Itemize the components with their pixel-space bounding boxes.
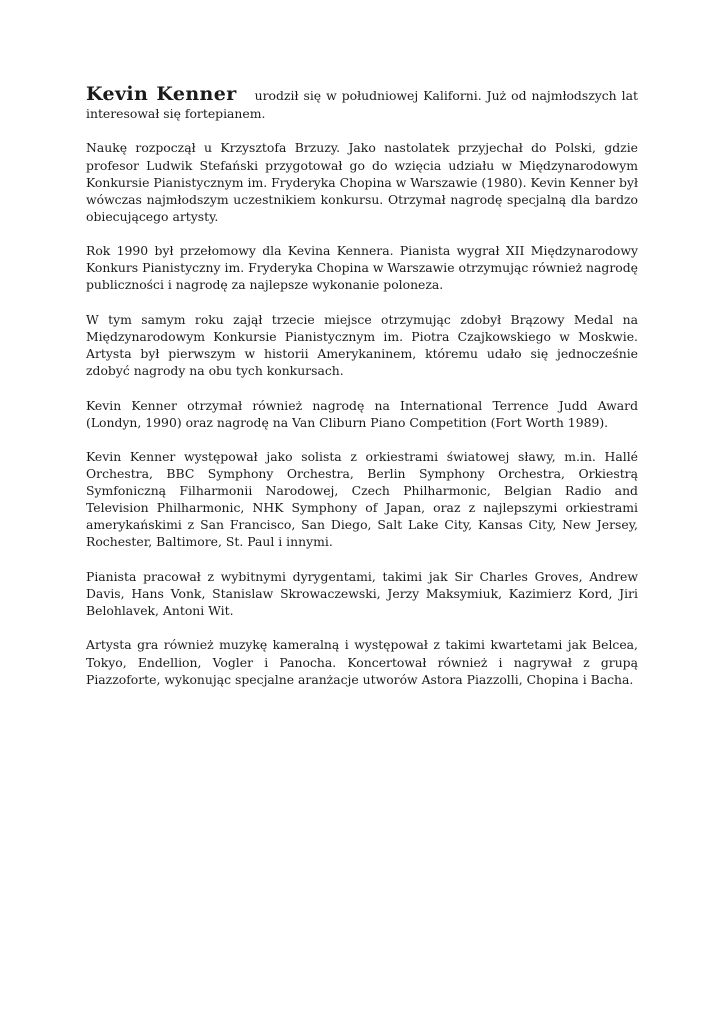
paragraph-education: Naukę rozpoczął u Krzysztofa Brzuzy. Jako nastolatek przyjechał do Polski, gdzie profesor Ludwik Stefański przygotował go do wzięcia udziału w Międzynarodowym Konkursie Pianistycznym im. Fryderyka Chopina w Warszawie (1980). Kevin Kenner był wówczas najmłodszym uczestnikiem konkursu. Otrzymał nagrodę specjalną dla bardzo obiecującego artysty. [86, 140, 638, 224]
paragraph-1990-win: Rok 1990 był przełomowy dla Kevina Kennera. Pianista wygrał XII Międzynarodowy Konkurs Pianistyczny im. Fryderyka Chopina w Warszawie otrzymując również nagrodę publiczności i nagrodę za najlepsze wykonanie poloneza. [86, 243, 638, 293]
paragraph-chamber-music: Artysta gra również muzykę kameralną i występował z takimi kwartetami jak Belcea, Tokyo, Endellion, Vogler i Panocha. Koncertował również i nagrywał z grupą Piazzoforte, wykonując specjalne aranżacje utworów Astora Piazzolli, Chopina i Bacha. [86, 637, 638, 687]
document-body [86, 83, 638, 705]
intro-text: urodził się w południowej Kaliforni. Już od najmłodszych lat interesował się fortepianem. [86, 88, 638, 121]
intro-paragraph [86, 83, 638, 122]
paragraph-moscow: W tym samym roku zajął trzecie miejsce otrzymując zdobył Brązowy Medal na Międzynarodowym Konkursie Pianistycznym im. Piotra Czajkowskiego w Moskwie. Artysta był pierwszym w historii Amerykaninem, któremu udało się jednocześnie zdobyć nagrody na obu tych konkursach. [86, 311, 638, 379]
paragraph-awards: Kevin Kenner otrzymał również nagrodę na International Terrence Judd Award (Londyn, 1990) oraz nagrodę na Van Cliburn Piano Competition (Fort Worth 1989). [86, 397, 638, 430]
paragraph-conductors: Pianista pracował z wybitnymi dyrygentami, takimi jak Sir Charles Groves, Andrew Davis, Hans Vonk, Stanislaw Skrowaczewski, Jerzy Maksymiuk, Kazimierz Kord, Jiri Belohlavek, Antoni Wit. [86, 568, 638, 619]
artist-name: Kevin Kenner [86, 83, 237, 105]
paragraph-orchestras: Kevin Kenner występował jako solista z orkiestrami światowej sławy, m.in. Hallé Orchestra, BBC Symphony Orchestra, Berlin Symphony Orchestra, Orkiestrą Symfoniczną Filharmonii Narodowej, Czech Philharmonic, Belgian Radio and Television Philharmonic, NHK Symphony of Japan, oraz z najlepszymi orkiestrami amerykańskimi z San Francisco, San Diego, Salt Lake City, Kansas City, New Jersey, Rochester, Baltimore, St. Paul i innymi. [86, 448, 638, 550]
